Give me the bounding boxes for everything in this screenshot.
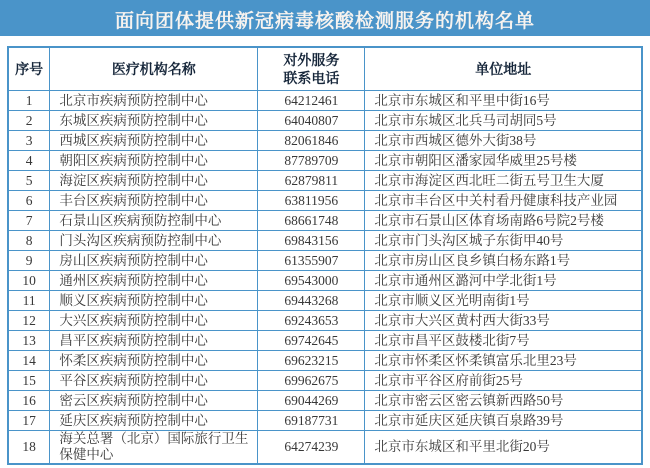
- institution-name-cell: 延庆区疾病预防控制中心: [50, 410, 258, 430]
- table-row: [8, 190, 642, 210]
- row-index-cell: 17: [8, 410, 50, 430]
- phone-cell: 64274239: [258, 430, 365, 464]
- institution-name-cell: 石景山区疾病预防控制中心: [50, 210, 258, 230]
- institution-name-cell: 海关总署（北京）国际旅行卫生保健中心: [50, 430, 258, 464]
- phone-cell: 69044269: [258, 390, 365, 410]
- page-title: 面向团体提供新冠病毒核酸检测服务的机构名单: [114, 10, 535, 32]
- header-institution-name: 医疗机构名称: [50, 47, 258, 90]
- phone-cell: 64040807: [258, 110, 365, 130]
- address-cell: 北京市房山区良乡镇白杨东路1号: [365, 250, 642, 270]
- phone-cell: 69543000: [258, 270, 365, 290]
- row-index-cell: 8: [8, 230, 50, 250]
- table-row: [8, 370, 642, 390]
- title-banner: [0, 0, 650, 36]
- institution-name-cell: 平谷区疾病预防控制中心: [50, 370, 258, 390]
- table-row: [8, 230, 642, 250]
- table-row: [8, 430, 642, 464]
- header-address: 单位地址: [365, 47, 642, 90]
- header-no: 序号: [8, 47, 50, 90]
- institution-name-cell: 昌平区疾病预防控制中心: [50, 330, 258, 350]
- phone-cell: 82061846: [258, 130, 365, 150]
- phone-cell: 63811956: [258, 190, 365, 210]
- address-cell: 北京市东城区北兵马司胡同5号: [365, 110, 642, 130]
- address-cell: 北京市东城区和平里北街20号: [365, 430, 642, 464]
- institution-name-cell: 密云区疾病预防控制中心: [50, 390, 258, 410]
- row-index-cell: 16: [8, 390, 50, 410]
- phone-cell: 68661748: [258, 210, 365, 230]
- table-row: [8, 250, 642, 270]
- row-index-cell: 7: [8, 210, 50, 230]
- table-row: [8, 90, 642, 110]
- header-row: [8, 47, 642, 90]
- row-index-cell: 9: [8, 250, 50, 270]
- row-index-cell: 2: [8, 110, 50, 130]
- row-index-cell: 5: [8, 170, 50, 190]
- institution-name-cell: 怀柔区疾病预防控制中心: [50, 350, 258, 370]
- table-row: [8, 170, 642, 190]
- row-index-cell: 6: [8, 190, 50, 210]
- header-phone: [258, 47, 365, 90]
- table-row: [8, 270, 642, 290]
- phone-cell: 69243653: [258, 310, 365, 330]
- table-row: [8, 130, 642, 150]
- table-header: [8, 47, 642, 90]
- phone-cell: 64212461: [258, 90, 365, 110]
- address-cell: 北京市西城区德外大街38号: [365, 130, 642, 150]
- address-cell: 北京市石景山区体育场南路6号院2号楼: [365, 210, 642, 230]
- header-phone-line1: 对外服务: [283, 51, 340, 68]
- phone-cell: 69187731: [258, 410, 365, 430]
- address-cell: 北京市海淀区西北旺二街五号卫生大厦: [365, 170, 642, 190]
- institution-name-cell: 北京市疾病预防控制中心: [50, 90, 258, 110]
- institutions-table: [7, 46, 643, 465]
- row-index-cell: 14: [8, 350, 50, 370]
- institutions-table-wrap: [7, 46, 643, 465]
- table-row: [8, 210, 642, 230]
- institution-name-cell: 朝阳区疾病预防控制中心: [50, 150, 258, 170]
- row-index-cell: 1: [8, 90, 50, 110]
- address-cell: 北京市昌平区鼓楼北街7号: [365, 330, 642, 350]
- table-body: [8, 90, 642, 464]
- table-row: [8, 310, 642, 330]
- address-cell: 北京市顺义区光明南街1号: [365, 290, 642, 310]
- table-row: [8, 290, 642, 310]
- table-row: [8, 150, 642, 170]
- row-index-cell: 10: [8, 270, 50, 290]
- phone-cell: 61355907: [258, 250, 365, 270]
- address-cell: 北京市大兴区黄村西大街33号: [365, 310, 642, 330]
- table-row: [8, 350, 642, 370]
- address-cell: 北京市通州区潞河中学北街1号: [365, 270, 642, 290]
- row-index-cell: 18: [8, 430, 50, 464]
- table-row: [8, 110, 642, 130]
- address-cell: 北京市朝阳区潘家园华威里25号楼: [365, 150, 642, 170]
- institution-name-cell: 西城区疾病预防控制中心: [50, 130, 258, 150]
- address-cell: 北京市延庆区延庆镇百泉路39号: [365, 410, 642, 430]
- phone-cell: 69443268: [258, 290, 365, 310]
- table-row: [8, 390, 642, 410]
- phone-cell: 69623215: [258, 350, 365, 370]
- phone-cell: 69843156: [258, 230, 365, 250]
- institution-name-cell: 大兴区疾病预防控制中心: [50, 310, 258, 330]
- institution-name-cell: 通州区疾病预防控制中心: [50, 270, 258, 290]
- institution-name-cell: 门头沟区疾病预防控制中心: [50, 230, 258, 250]
- address-cell: 北京市怀柔区怀柔镇富乐北里23号: [365, 350, 642, 370]
- institution-name-cell: 房山区疾病预防控制中心: [50, 250, 258, 270]
- row-index-cell: 12: [8, 310, 50, 330]
- address-cell: 北京市平谷区府前街25号: [365, 370, 642, 390]
- table-row: [8, 410, 642, 430]
- phone-cell: 87789709: [258, 150, 365, 170]
- phone-cell: 69962675: [258, 370, 365, 390]
- row-index-cell: 15: [8, 370, 50, 390]
- institution-name-cell: 丰台区疾病预防控制中心: [50, 190, 258, 210]
- table-row: [8, 330, 642, 350]
- address-cell: 北京市门头沟区城子东街甲40号: [365, 230, 642, 250]
- row-index-cell: 13: [8, 330, 50, 350]
- row-index-cell: 11: [8, 290, 50, 310]
- address-cell: 北京市密云区密云镇新西路50号: [365, 390, 642, 410]
- address-cell: 北京市丰台区中关村看丹健康科技产业园: [365, 190, 642, 210]
- institution-name-cell: 东城区疾病预防控制中心: [50, 110, 258, 130]
- row-index-cell: 3: [8, 130, 50, 150]
- phone-cell: 69742645: [258, 330, 365, 350]
- header-phone-line2: 联系电话: [283, 69, 340, 86]
- phone-cell: 62879811: [258, 170, 365, 190]
- institution-name-cell: 顺义区疾病预防控制中心: [50, 290, 258, 310]
- institution-name-cell: 海淀区疾病预防控制中心: [50, 170, 258, 190]
- row-index-cell: 4: [8, 150, 50, 170]
- address-cell: 北京市东城区和平里中街16号: [365, 90, 642, 110]
